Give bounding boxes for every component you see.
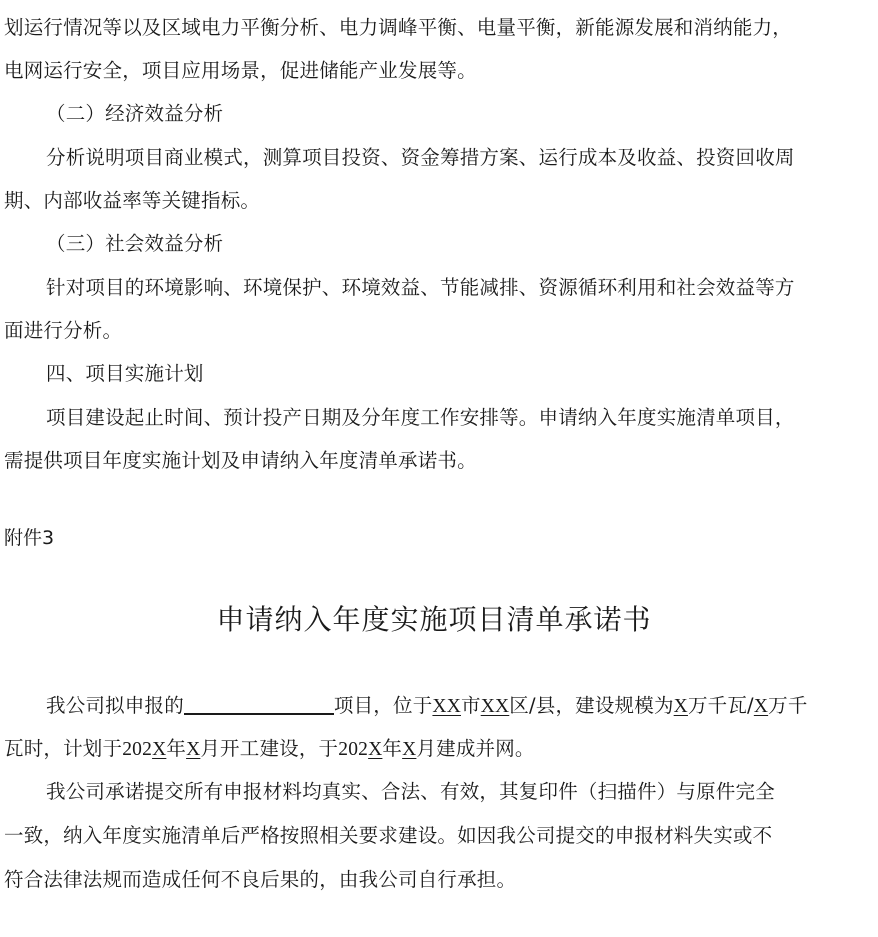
commitment-paragraph-1-cont — [4, 735, 874, 764]
section-heading-economic: （二）经济效益分析 — [46, 102, 224, 125]
commitment-paragraph-2: 我公司承诺提交所有申报材料均真实、合法、有效，其复印件（扫描件）与原件完全 — [46, 780, 775, 803]
month-placeholder: X — [402, 739, 417, 760]
text: 万千 — [768, 694, 808, 717]
year-placeholder: X — [368, 739, 383, 760]
energy-placeholder: X — [753, 696, 769, 717]
year-placeholder: X — [152, 739, 167, 760]
commitment-paragraph-1 — [46, 692, 878, 721]
paragraph-line: 一致，纳入年度实施清单后严格按照相关要求建设。如因我公司提交的申报材料失实或不 — [4, 824, 773, 847]
power-placeholder: X — [673, 696, 688, 717]
text: 年 — [166, 737, 187, 760]
text: 瓦时，计划于 — [4, 737, 123, 760]
paragraph-line: 划运行情况等以及区域电力平衡分析、电力调峰平衡、电量平衡，新能源发展和消纳能力， — [4, 16, 793, 39]
section-heading-social: （三）社会效益分析 — [46, 232, 224, 255]
attachment-label: 附件3 — [4, 527, 55, 549]
paragraph-line: 分析说明项目商业模式，测算项目投资、资金筹措方案、运行成本及收益、投资回收周 — [46, 146, 795, 169]
paragraph-line: 电网运行安全，项目应用场景，促进储能产业发展等。 — [4, 59, 477, 82]
paragraph-line: 项目建设起止时间、预计投产日期及分年度工作安排等。申请纳入年度实施清单项目， — [46, 406, 795, 429]
paragraph-line: 针对项目的环境影响、环境保护、环境效益、节能减排、资源循环利用和社会效益等方 — [46, 276, 795, 299]
text: 万千瓦/ — [687, 694, 754, 717]
paragraph-line: 需提供项目年度实施计划及申请纳入年度清单承诺书。 — [4, 449, 477, 472]
text: 我公司拟申报的 — [46, 694, 184, 717]
month-placeholder: X — [186, 739, 201, 760]
text: 项目，位于 — [333, 694, 433, 717]
district-placeholder: XX — [480, 696, 510, 717]
paragraph-line: 期、内部收益率等关键指标。 — [4, 189, 261, 212]
text: 月建成并网。 — [416, 737, 535, 760]
text: 月开工建设，于 — [200, 737, 339, 760]
text: 市 — [461, 694, 481, 717]
section-heading-plan: 四、项目实施计划 — [46, 362, 204, 385]
year-prefix: 202 — [122, 739, 153, 760]
paragraph-line: 面进行分析。 — [4, 319, 123, 342]
project-name-blank[interactable] — [184, 693, 334, 715]
text: 年 — [382, 737, 403, 760]
text: 区/县，建设规模为 — [509, 694, 674, 717]
city-placeholder: XX — [432, 696, 461, 717]
document-title: 申请纳入年度实施项目清单承诺书 — [216, 603, 652, 636]
year-prefix: 202 — [338, 739, 369, 760]
paragraph-line: 符合法律法规而造成任何不良后果的，由我公司自行承担。 — [4, 868, 517, 891]
